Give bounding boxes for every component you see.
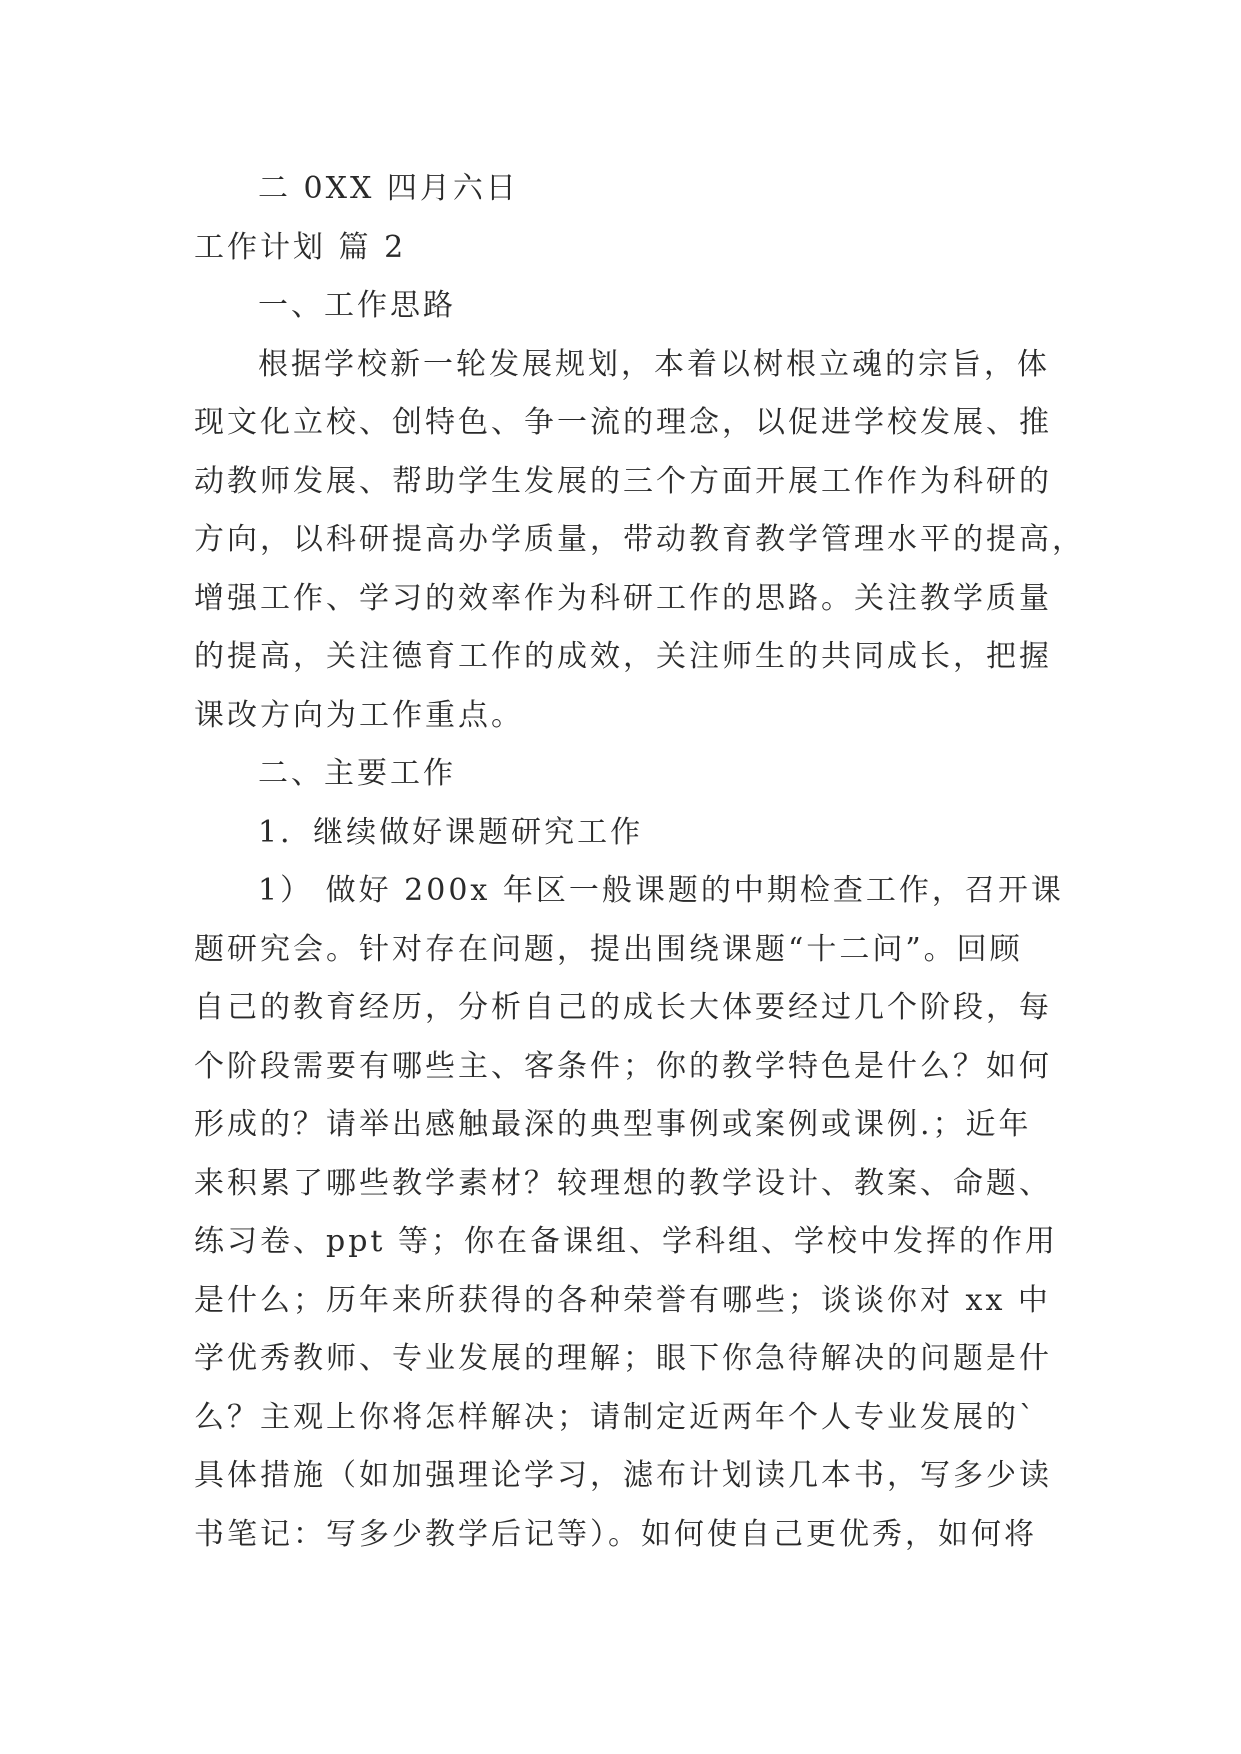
paragraph-line: 现文化立校、创特色、争一流的理念，以促进学校发展、推 bbox=[194, 405, 1052, 440]
section-title: 工作计划 篇 2 bbox=[194, 229, 407, 265]
heading-work-ideas: 一、工作思路 bbox=[258, 288, 456, 323]
paragraph-line: 个阶段需要有哪些主、客条件；你的教学特色是什么？如何 bbox=[194, 1048, 1052, 1084]
date-line: 二 0XX 四月六日 bbox=[258, 171, 519, 206]
paragraph-line: 动教师发展、帮助学生发展的三个方面开展工作作为科研的 bbox=[194, 463, 1052, 499]
paragraph-line: 的提高，关注德育工作的成效，关注师生的共同成长，把握 bbox=[194, 639, 1052, 674]
paragraph-line: 自己的教育经历，分析自己的成长大体要经过几个阶段，每 bbox=[194, 990, 1052, 1025]
paragraph-line: 来积累了哪些教学素材？较理想的教学设计、教案、命题、 bbox=[194, 1165, 1052, 1201]
paragraph-line: 方向，以科研提高办学质量，带动教育教学管理水平的提高， bbox=[194, 522, 1085, 557]
paragraph-line: 形成的？请举出感触最深的典型事例或案例或课例.；近年 bbox=[194, 1107, 1032, 1142]
paragraph-line: 根据学校新一轮发展规划，本着以树根立魂的宗旨，体 bbox=[258, 346, 1050, 382]
paragraph-line: 练习卷、ppt 等；你在备课组、学科组、学校中发挥的作用 bbox=[194, 1224, 1058, 1259]
paragraph-line: 书笔记：写多少教学后记等）。如何使自己更优秀，如何将 bbox=[194, 1516, 1037, 1552]
paragraph-line: 具体措施（如加强理论学习，滤布计划读几本书，写多少读 bbox=[194, 1458, 1052, 1493]
document-body bbox=[194, 160, 1085, 1564]
paragraph-line: 是什么；历年来所获得的各种荣誉有哪些；谈谈你对 xx 中 bbox=[194, 1282, 1051, 1318]
paragraph-line: 么？主观上你将怎样解决；请制定近两年个人专业发展的` bbox=[194, 1399, 1037, 1435]
heading-main-work: 二、主要工作 bbox=[258, 756, 456, 791]
paragraph-line: 题研究会。针对存在问题，提出围绕课题“十二问”。回顾 bbox=[194, 931, 1023, 967]
paragraph-line: 课改方向为工作重点。 bbox=[194, 697, 524, 733]
paragraph-line: 增强工作、学习的效率作为科研工作的思路。关注教学质量 bbox=[194, 580, 1052, 616]
subheading-research: 1．继续做好课题研究工作 bbox=[258, 814, 644, 850]
paragraph-line: 1） 做好 200x 年区一般课题的中期检查工作，召开课 bbox=[258, 873, 1064, 908]
paragraph-line: 学优秀教师、专业发展的理解；眼下你急待解决的问题是什 bbox=[194, 1341, 1052, 1376]
